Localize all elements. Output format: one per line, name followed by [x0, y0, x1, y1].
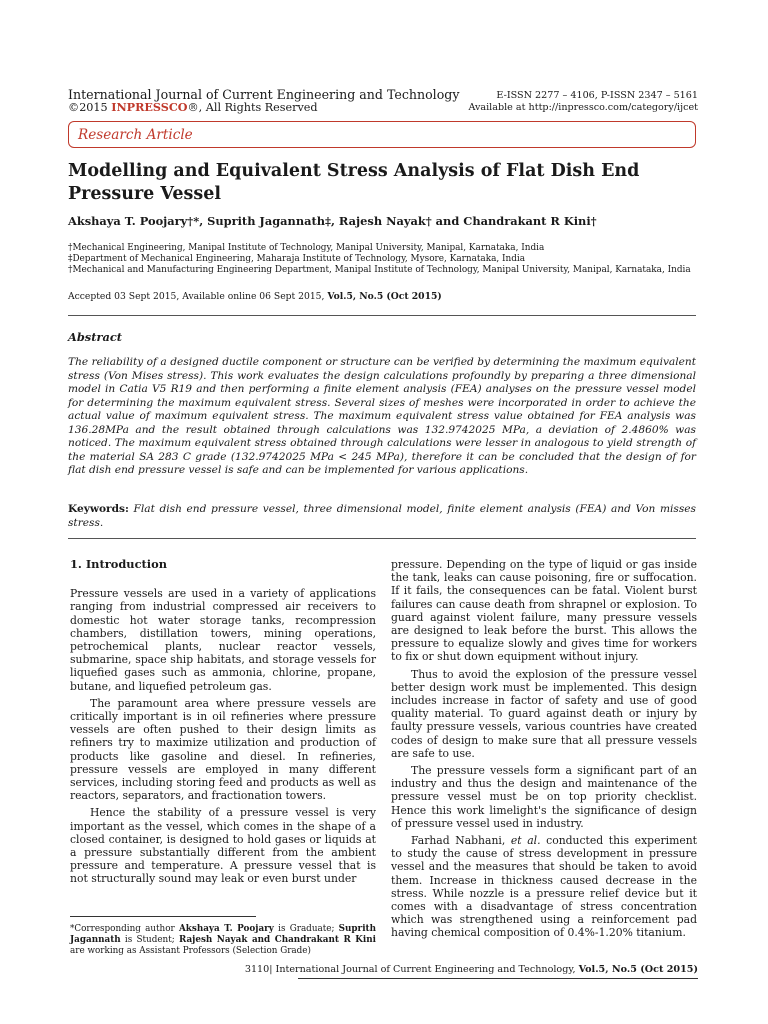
footnote-text: is Graduate;: [273, 924, 339, 934]
copyright-prefix: ©2015: [68, 101, 112, 114]
affiliation-1: †Mechanical Engineering, Manipal Institute of Technology, Manipal University, Manipal, Karnataka, India: [68, 243, 545, 253]
dates-text: Accepted 03 Sept 2015, Available online 06 Sept 2015,: [68, 291, 328, 302]
affiliation-2: ‡Department of Mechanical Engineering, Maharaja Institute of Technology, Mysore, Karnataka, India: [68, 254, 526, 264]
paragraph-rest: conducted this experiment to study the cause of stress development in pressure vessel and the measures that should be taken to avoid them. Increase in thickness caused decrease in the stress. While nozzle is a pressure relief device but it comes with a disadvantage of stress concentration which was strengthened using a reinforcement pad having chemical composition of 0.4%-1.20% titanium.: [391, 834, 697, 940]
footnote-rule: [70, 916, 256, 917]
copyright-suffix: ®, All Rights Reserved: [187, 101, 318, 114]
keywords-text: Flat dish end pressure vessel, three dimensional model, finite element analysis (FEA) and Von misses stress.: [68, 503, 696, 529]
footnote-name: Akshaya T. Poojary: [178, 924, 274, 934]
body-column-right: [391, 558, 697, 944]
footer-page-text: 3110| International Journal of Current Engineering and Technology,: [244, 964, 579, 975]
issn-block: [468, 90, 698, 114]
abstract-heading: Abstract: [68, 330, 123, 344]
journal-header: [68, 88, 459, 114]
footnote-name: Rajesh Nayak and Chandrakant R Kini: [178, 935, 376, 945]
affiliations: [68, 243, 691, 276]
available-at-link[interactable]: Available at http://inpressco.com/category/ijcet: [468, 102, 698, 113]
keywords: [68, 503, 696, 530]
body-paragraph: [391, 834, 697, 940]
divider-keywords: [68, 538, 696, 539]
publication-dates: [68, 291, 442, 302]
article-type-box: [68, 121, 696, 148]
author-list: Akshaya T. Poojary†*, Suprith Jagannath‡, Rajesh Nayak† and Chandrakant R Kini†: [68, 214, 597, 228]
corresponding-author-footnote: [70, 924, 376, 957]
issn-text: E-ISSN 2277 – 4106, P-ISSN 2347 – 5161: [496, 90, 698, 101]
page-footer: [245, 964, 698, 975]
footnote-text: are working as Assistant Professors (Selection Grade): [70, 946, 311, 956]
paper-title: Modelling and Equivalent Stress Analysis of Flat Dish End Pressure Vessel: [68, 161, 640, 204]
volume-issue: Vol.5, No.5 (Oct 2015): [327, 291, 442, 302]
body-paragraph: Pressure vessels are used in a variety of applications ranging from industrial compressed air receivers to domestic hot water storage tanks, recompression chambers, distillation towers, mining operations, petrochemical plants, nuclear reactor vessels, submarine, space ship habitats, and storage vessels for liquefied gases such as ammonia, chlorine, propane, butane, and liquefied petroleum gas.: [70, 587, 376, 693]
body-paragraph: Thus to avoid the explosion of the pressure vessel better design work must be implemented. This design includes increase in factor of safety and use of good quality material. To guard against death or injury by faulty pressure vessels, various countries have created codes of design to make sure that all pressure vessels are safe to use.: [391, 667, 697, 760]
footnote-name: Suprith Jagannath: [70, 924, 376, 945]
article-type-label: Research Article: [78, 127, 193, 143]
section-heading-introduction: 1. Introduction: [70, 557, 167, 571]
body-paragraph: The pressure vessels form a significant part of an industry and thus the design and maintenance of the pressure vessel must be on top priority checklist. Hence this work limelight's the significance of design of pressure vessel used in industry.: [391, 764, 697, 830]
publisher-name: INPRESSCO: [111, 100, 188, 114]
journal-title: International Journal of Current Engineering and Technology: [68, 87, 460, 102]
et-al: et al.: [510, 834, 541, 848]
body-column-left: [70, 558, 376, 890]
body-paragraph: pressure. Depending on the type of liquid or gas inside the tank, leaks can cause poisoning, fire or suffocation. If it fails, the consequences can be fatal. Violent burst failures can cause death from shrapnel or explosion. To guard against violent failure, many pressure vessels are designed to leak before the burst. This allows the pressure to equalize slowly and gives time for workers to fix or shut down equipment without injury.: [391, 558, 697, 664]
copyright-line: [68, 101, 459, 114]
footer-volume: Vol.5, No.5 (Oct 2015): [578, 964, 698, 975]
divider-top: [68, 315, 696, 316]
keywords-label: Keywords:: [68, 503, 129, 515]
affiliation-3: †Mechanical and Manufacturing Engineering Department, Manipal Institute of Technology, Manipal University, Manipal, Karnataka, India: [68, 265, 691, 275]
body-paragraph: Hence the stability of a pressure vessel is very important as the vessel, which comes in the shape of a closed container, is designed to hold gases or liquids at a pressure substantially different from the ambient pressure and temperature. A pressure vessel that is not structurally sound may leak or even burst under: [70, 806, 376, 886]
footnote-text: *Corresponding author: [70, 924, 179, 934]
cited-author: Farhad Nabhani,: [411, 834, 511, 848]
abstract-text: The reliability of a designed ductile component or structure can be verified by determining the maximum equivalent stress (Von Mises stress). This work evaluates the design calculations profoundly by preparing a three dimensional model in Catia V5 R19 and then performing a finite element analysis (FEA) analyses on the pressure vessel model for determining the maximum equivalent stress. Several sizes of meshes were incorporated in order to achieve the actual value of maximum equivalent stress. The maximum equivalent stress value obtained for FEA analysis was 136.28MPa and the result obtained through calculations was 132.9742025 MPa, a deviation of 2.4860% was noticed. The maximum equivalent stress obtained through calculations were lesser in analogous to yield strength of the material SA 283 C grade (132.9742025 MPa < 245 MPa), therefore it can be concluded that the design of for flat dish end pressure vessel is safe and can be implemented for various applications.: [68, 356, 696, 476]
footnote-text: is Student;: [120, 935, 179, 945]
footer-rule: [298, 978, 698, 979]
body-paragraph: The paramount area where pressure vessels are critically important is in oil refineries where pressure vessels are often pushed to their design limits as refiners try to maximize utilization and production of products like gasoline and diesel. In refineries, pressure vessels are employed in many different services, including storing feed and products as well as reactors, separators, and fractionation towers.: [70, 696, 376, 803]
